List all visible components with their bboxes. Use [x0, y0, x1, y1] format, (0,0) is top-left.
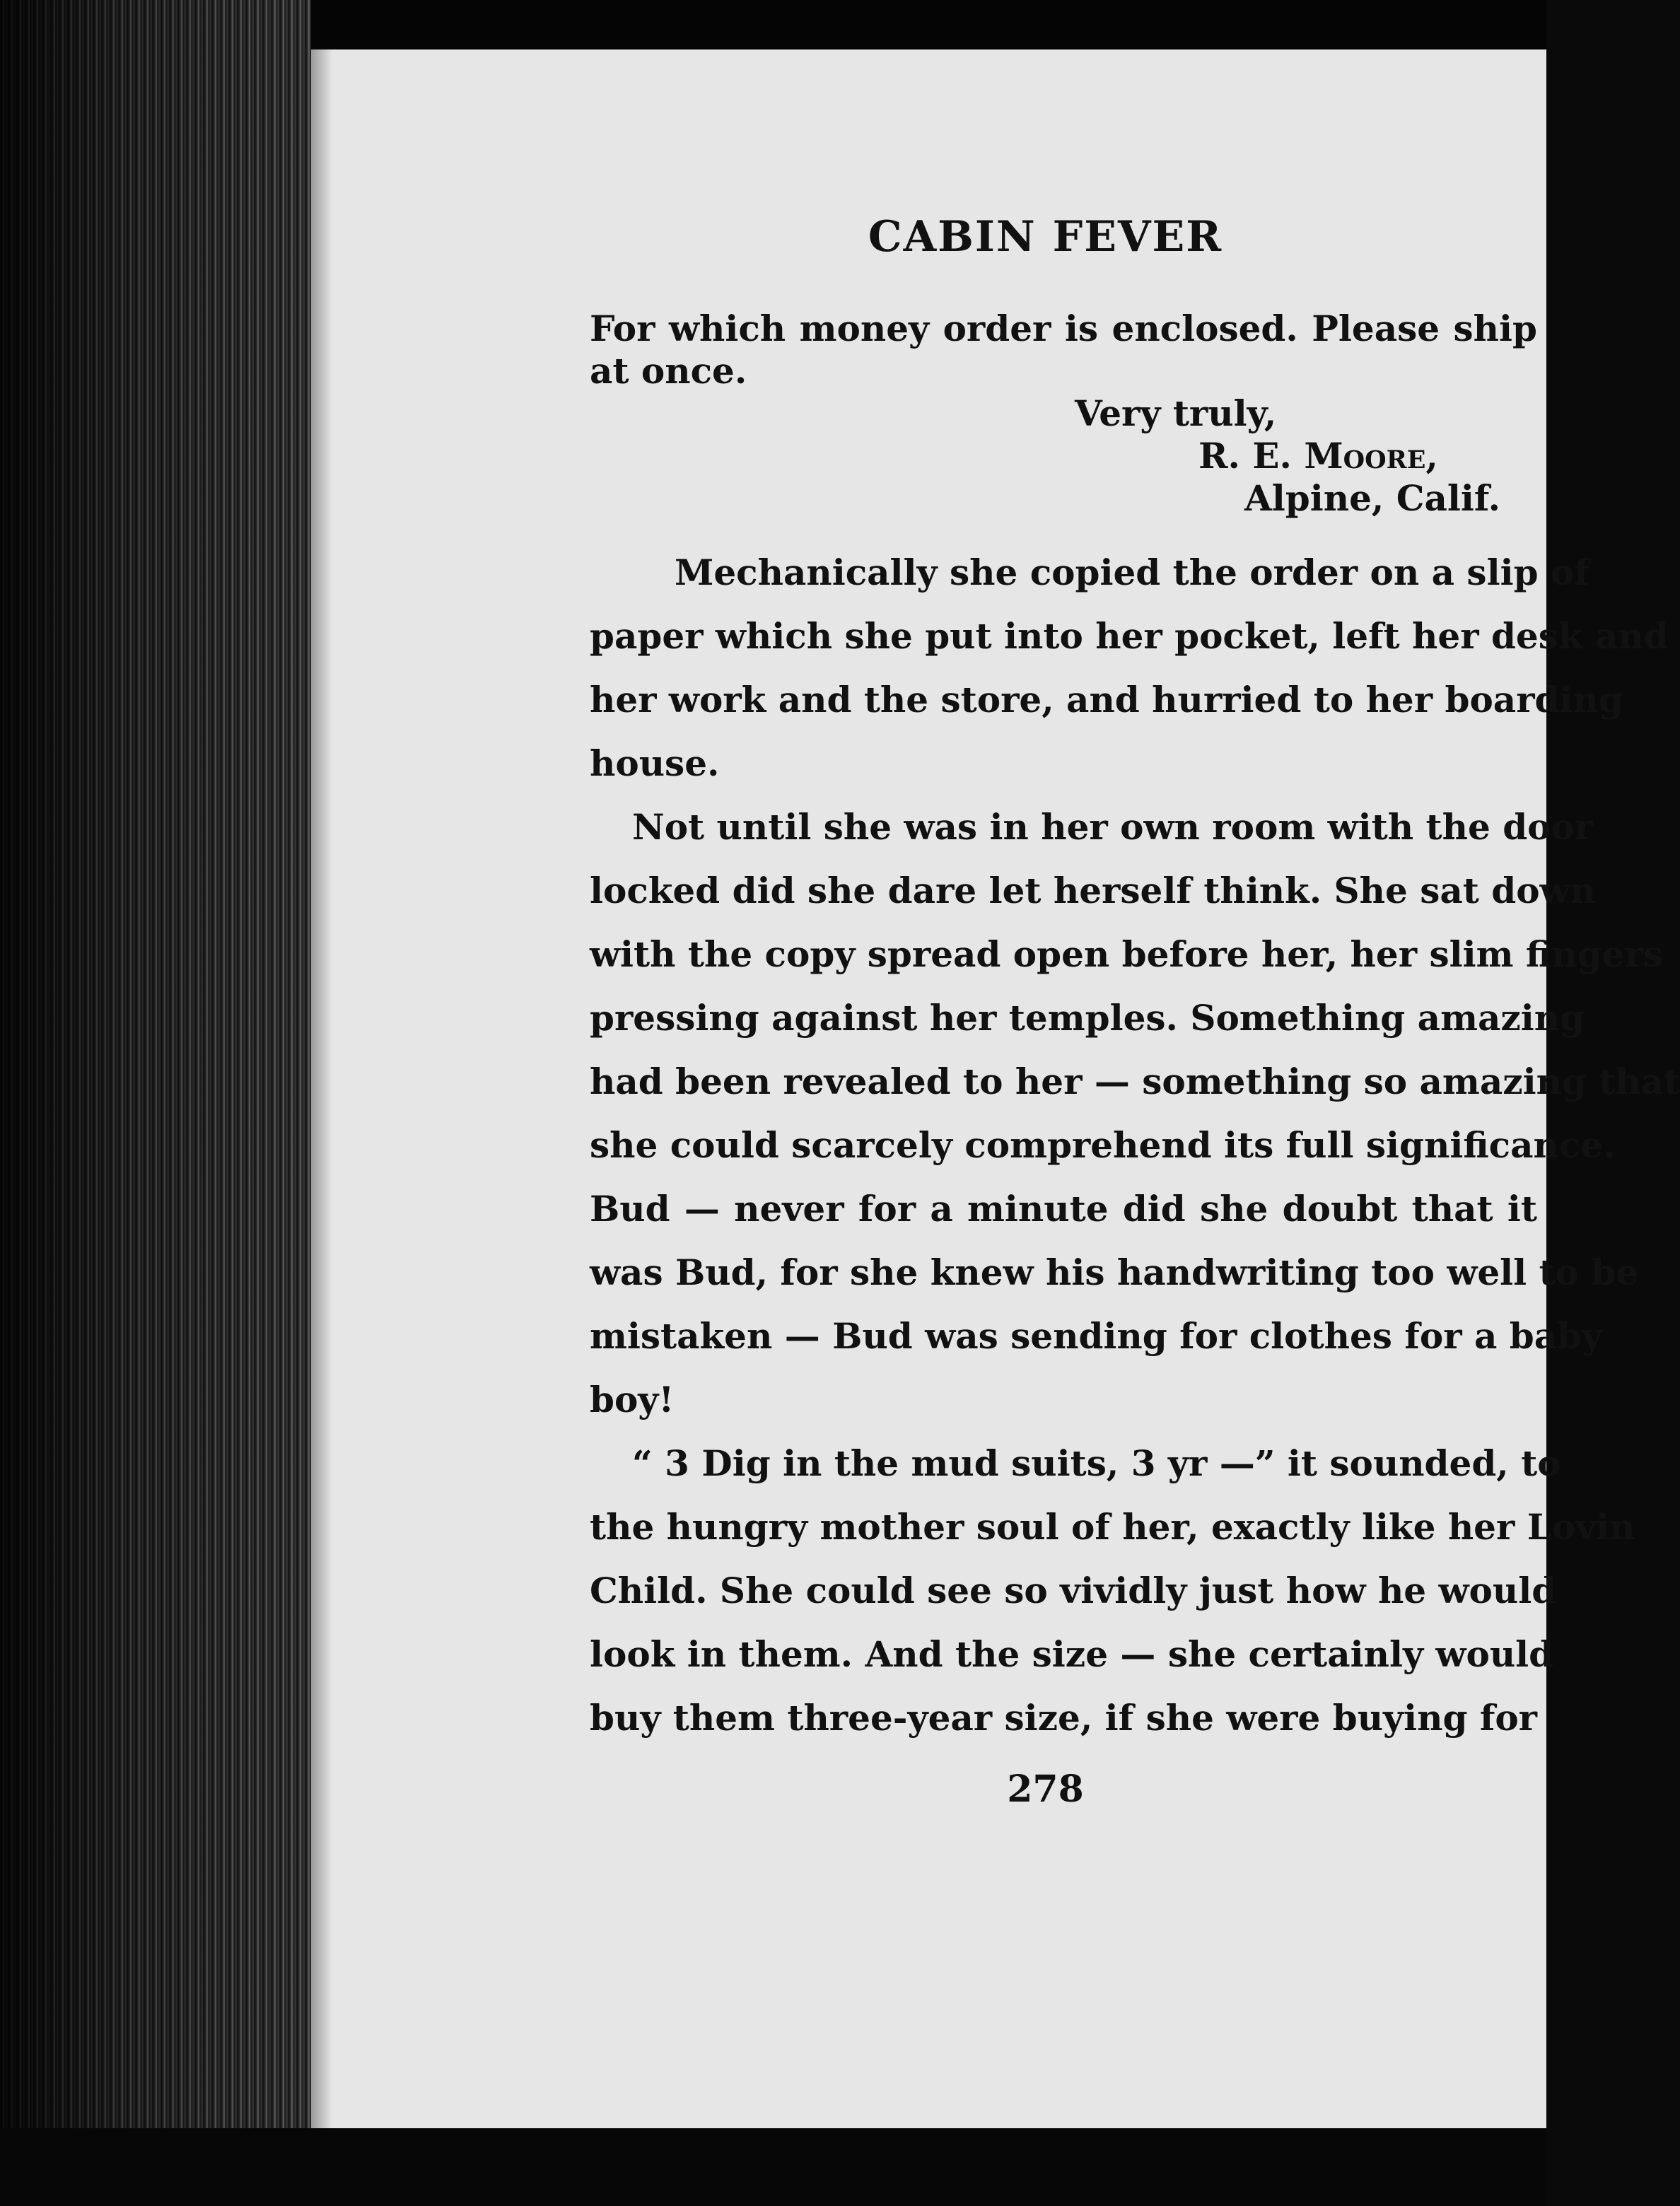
letter-line: at once. — [590, 350, 747, 392]
paragraph-line: Bud — never for a minute did she doubt that it — [590, 1188, 1537, 1230]
paragraph-line: with the copy spread open before her, her slim fingers — [590, 933, 1663, 975]
paragraph-line: house. — [590, 742, 720, 784]
letter-place: Alpine, Calif. — [1244, 477, 1501, 519]
paragraph-line: she could scarcely comprehend its full significance. — [590, 1124, 1616, 1166]
paragraph-line: had been revealed to her — something so amazing that — [590, 1061, 1680, 1102]
page-number: 278 — [1007, 1768, 1084, 1811]
scan-bottom-shadow — [0, 2128, 1546, 2206]
signature-initials: R. E. — [1198, 435, 1292, 477]
paragraph-line: mistaken — Bud was sending for clothes for a baby — [590, 1315, 1603, 1357]
paragraph-line: look in them. And the size — she certainly would — [590, 1633, 1554, 1675]
page-text — [311, 49, 1680, 2128]
book-page — [311, 49, 1680, 2128]
letter-closing: Very truly, — [1075, 392, 1277, 434]
paragraph-line: Child. She could see so vividly just how he would — [590, 1570, 1557, 1611]
letter-signature — [1198, 435, 1438, 477]
paragraph-line: buy them three-year size, if she were buying for — [590, 1697, 1538, 1739]
running-head: CABIN FEVER — [868, 212, 1223, 262]
paragraph-line: locked did she dare let herself think. She sat down — [590, 870, 1596, 911]
paragraph-line: the hungry mother soul of her, exactly like her Lovin — [590, 1506, 1635, 1548]
letter-line: For which money order is enclosed. Please ship — [590, 308, 1537, 349]
paragraph-line: her work and the store, and hurried to her boarding — [590, 679, 1623, 720]
paragraph-line: paper which she put into her pocket, left her desk and — [590, 615, 1669, 657]
paragraph-line: boy! — [590, 1379, 675, 1420]
book-page-edges — [0, 0, 311, 2206]
paragraph-line: pressing against her temples. Something amazing — [590, 997, 1585, 1039]
signature-surname: Moore, — [1304, 435, 1438, 477]
paragraph-line: Mechanically she copied the order on a slip of — [675, 552, 1589, 593]
paragraph-line: Not until she was in her own room with the door — [632, 806, 1594, 848]
paragraph-line: “ 3 Dig in the mud suits, 3 yr —” it sounded, to — [632, 1442, 1561, 1484]
paragraph-line: was Bud, for she knew his handwriting too well to be — [590, 1251, 1639, 1293]
